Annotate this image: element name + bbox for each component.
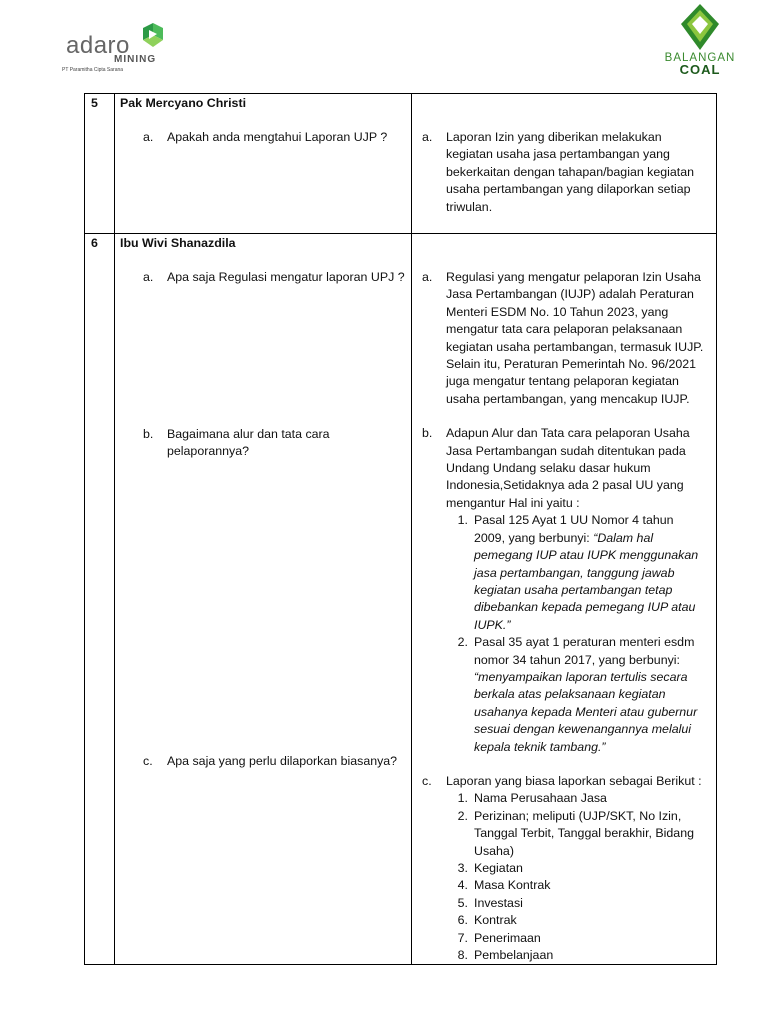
answer-text: Adapun Alur dan Tata cara pelaporan Usaha Jasa Pertambangan sudah ditentukan pada Undang Undang selaku dasar hukum Indonesia,Setidaknya ada 2 pasal UU yang mengantur Hal ini yaitu : [446,426,690,510]
answer-item: b. Adapun Alur dan Tata cara pelaporan Usaha Jasa Pertambangan sudah ditentukan pada Undang Undang selaku dasar hukum Indonesia,Setidaknya ada 2 pasal UU yang mengantur Hal ini yaitu : 1. Pasal 125 Ayat 1 UU Nomor 4 tahun 2009, yang berbunyi: “Dalam hal pemegang IUP atau IUPK menggunakan jasa pertambangan, tanggung jawab kegiatan usaha pertambangan tetap dibebankan kepada pemegang IUP atau IUPK.” 2. Pasal 35 ayat 1 peraturan menteri esdm nomor 34 tahun 2017, yang berbunyi: “menyampaikan laporan tertulis secara berkala atas pelaksanaan kegiatan usahanya kepada Menteri atau gubernur sesuai dengan kewenangannya melalui kepala teknik tambang.” [412,425,716,756]
adaro-mark-icon [140,22,166,48]
legal-basis-list [446,512,706,756]
answer-text: Laporan yang biasa laporkan sebagai Berikut : [446,773,702,788]
list-item: 2. Pasal 35 ayat 1 peraturan menteri esdm nomor 34 tahun 2017, yang berbunyi: “menyampaikan laporan tertulis secara berkala atas pelaksanaan kegiatan usahanya kepada Menteri atau gubernur sesuai dengan kewenangannya melalui kepala teknik tambang.” [457,635,698,754]
question-text: Apa saja yang perlu dilaporkan biasanya? [167,753,398,768]
logo-line-coal: COAL [679,62,721,77]
adaro-mining-logo [62,14,172,74]
logo-company: PT Paramitha Cipta Sarana [62,67,124,73]
question-cell [115,234,412,965]
question-text: Apa saja Regulasi mengatur laporan UPJ ? [167,270,405,285]
question-cell [115,94,412,234]
list-item: 7. Penerimaan [457,930,541,945]
list-item: 2. Perizinan; meliputi (UJP/SKT, No Izin, Tanggal Terbit, Tanggal berakhir, Bidang Usaha) [457,808,694,858]
respondent-name: Pak Mercyano Christi [120,96,247,110]
row-number: 5 [85,94,115,234]
interview-table [84,93,717,965]
answer-cell [412,234,717,965]
answer-cell [412,94,717,234]
list-item: 8. Pembelanjaan [457,948,554,963]
report-items-list [446,790,706,964]
question-item: c. Apa saja yang perlu dilaporkan biasanya? [115,753,411,770]
table-row [85,234,717,965]
logo-wordmark: adaro [66,32,130,59]
question-item: a. Apakah anda mengtahui Laporan UJP ? [115,129,411,146]
list-item: 3. Kegiatan [457,861,523,875]
list-item: 1. Nama Perusahaan Jasa [457,791,607,806]
answer-item: c. Laporan yang biasa laporkan sebagai Berikut : 1. Nama Perusahaan Jasa 2. Perizinan; meliputi (UJP/SKT, No Izin, Tanggal Terbit, Tanggal berakhir, Bidang Usaha) 3. Kegiatan 4. Masa Kontrak 5. Investasi 6. Kontrak 7. Penerimaan 8. Pembelanjaan [412,773,716,964]
balangan-coal-logo [654,4,746,84]
list-item: 1. Pasal 125 Ayat 1 UU Nomor 4 tahun 2009, yang berbunyi: “Dalam hal pemegang IUP atau IUPK menggunakan jasa pertambangan, tanggung jawab kegiatan usaha pertambangan tetap dibebankan kepada pemegang IUP atau IUPK.” [457,513,699,632]
row-number: 6 [85,234,115,965]
answer-text: Regulasi yang mengatur pelaporan Izin Usaha Jasa Pertambangan (IUJP) adalah Peraturan Menteri ESDM No. 10 Tahun 2023, yang mengatur tata cara pelaporan pelaksanaan kegiatan usaha pertambangan, termasuk IUJP. Selain itu, Peraturan Pemerintah No. 96/2021 juga mengatur tentang pelaporan kegiatan usaha pertambangan, yang mencakup IUJP. [446,270,704,406]
quote-text: “menyampaikan laporan tertulis secara berkala atas pelaksanaan kegiatan usahanya kepada Menteri atau gubernur sesuai dengan kewenangannya melalui kepala teknik tambang.” [474,669,698,754]
question-item: b. Bagaimana alur dan tata cara pelaporannya? [115,426,411,461]
quote-text: “Dalam hal pemegang IUP atau IUPK menggunakan jasa pertambangan, tanggung jawab kegiatan usaha pertambangan tetap dibebankan kepada pemegang IUP atau IUPK.” [474,530,699,632]
list-item: 5. Investasi [457,895,523,910]
table-row [85,94,717,234]
balangan-mark-icon [679,4,721,52]
respondent-name: Ibu Wivi Shanazdila [120,236,236,250]
question-text: Bagaimana alur dan tata cara pelaporannya? [167,426,330,459]
logo-line-balangan: BALANGAN [664,52,736,64]
list-item: 4. Masa Kontrak [457,878,551,893]
question-item: a. Apa saja Regulasi mengatur laporan UPJ ? [115,269,411,286]
list-item: 6. Kontrak [457,913,517,928]
answer-item: a. Regulasi yang mengatur pelaporan Izin Usaha Jasa Pertambangan (IUJP) adalah Peraturan Menteri ESDM No. 10 Tahun 2023, yang mengatur tata cara pelaporan pelaksanaan kegiatan usaha pertambangan, termasuk IUJP. Selain itu, Peraturan Pemerintah No. 96/2021 juga mengatur tentang pelaporan kegiatan usaha pertambangan, yang mencakup IUJP. [412,269,716,408]
answer-text: Laporan Izin yang diberikan melakukan kegiatan usaha jasa pertambangan yang bekerkaitan dengan tahapan/bagian kegiatan usaha pertambangan yang dilaporkan setiap triwulan. [446,130,695,214]
question-text: Apakah anda mengtahui Laporan UJP ? [167,130,388,145]
answer-item: a. Laporan Izin yang diberikan melakukan kegiatan usaha jasa pertambangan yang bekerkaitan dengan tahapan/bagian kegiatan usaha pertambangan yang dilaporkan setiap triwulan. [412,129,716,216]
logo-subtitle: MINING [114,54,157,65]
